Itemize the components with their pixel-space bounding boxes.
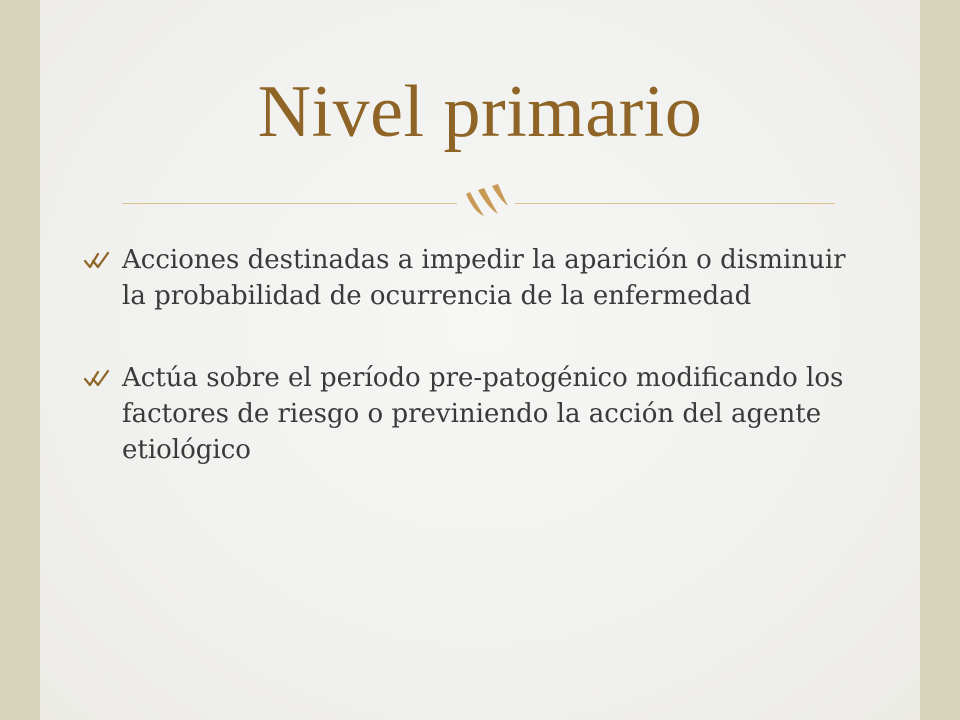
double-check-icon [84, 251, 114, 271]
bullet-item [84, 242, 874, 314]
bullet-text: Acciones destinadas a impedir la aparición o disminuir la probabilidad de ocurrencia de la enfermedad [122, 245, 846, 311]
title-divider-right [515, 203, 835, 204]
bullet-text: Actúa sobre el período pre-patogénico modificando los factores de riesgo o previniendo la acción del agente etiológico [122, 363, 844, 465]
bullet-list [84, 242, 874, 514]
flourish-ornament-icon [462, 182, 512, 222]
slide-title: Nivel primario [257, 71, 703, 153]
title-divider-left [122, 203, 457, 204]
bullet-item [84, 360, 874, 468]
double-check-icon [84, 369, 114, 389]
